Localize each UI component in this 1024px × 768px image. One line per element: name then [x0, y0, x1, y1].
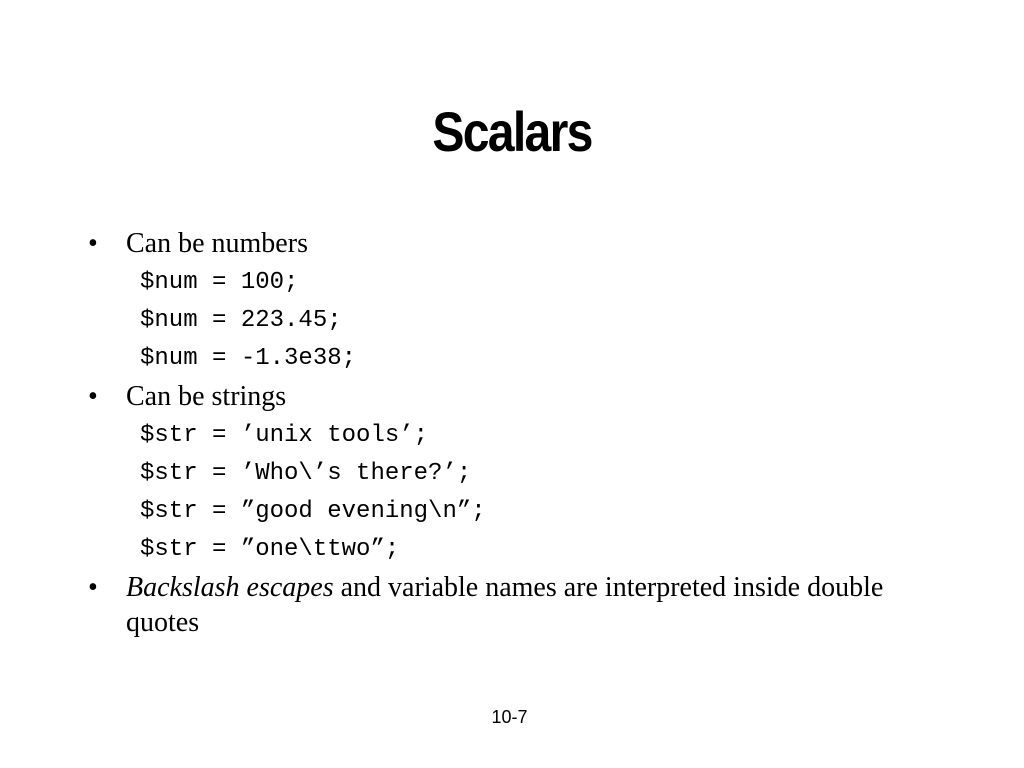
code-line: $num = 100;: [140, 269, 299, 296]
slide-title: Scalars: [432, 100, 592, 163]
code-line: $num = 223.45;: [140, 307, 342, 334]
code-line: $str = ”good evening\n”;: [140, 498, 486, 525]
slide-body: [88, 226, 888, 640]
code-line: $str = ”one\ttwo”;: [140, 536, 400, 563]
code-block-strings: [88, 417, 888, 569]
code-block-numbers: [88, 264, 888, 378]
code-line: $num = -1.3e38;: [140, 345, 357, 372]
code-line: $str = ’unix tools’;: [140, 422, 429, 449]
bullet-strings: [88, 379, 888, 414]
bullet-marker: •: [88, 572, 98, 603]
bullet-numbers: [88, 226, 888, 261]
bullet-text: and variable names are interpreted inside double quotes: [126, 572, 884, 638]
bullet-text: Can be strings: [126, 381, 287, 412]
bullet-emphasis: Backslash escapes: [126, 572, 334, 603]
bullet-text: Can be numbers: [126, 228, 308, 259]
bullet-backslash-escapes: [88, 570, 888, 640]
code-line: $str = ’Who\’s there?’;: [140, 460, 472, 487]
slide-number: 10-7: [491, 707, 528, 727]
bullet-marker: •: [88, 228, 98, 259]
bullet-marker: •: [88, 381, 98, 412]
